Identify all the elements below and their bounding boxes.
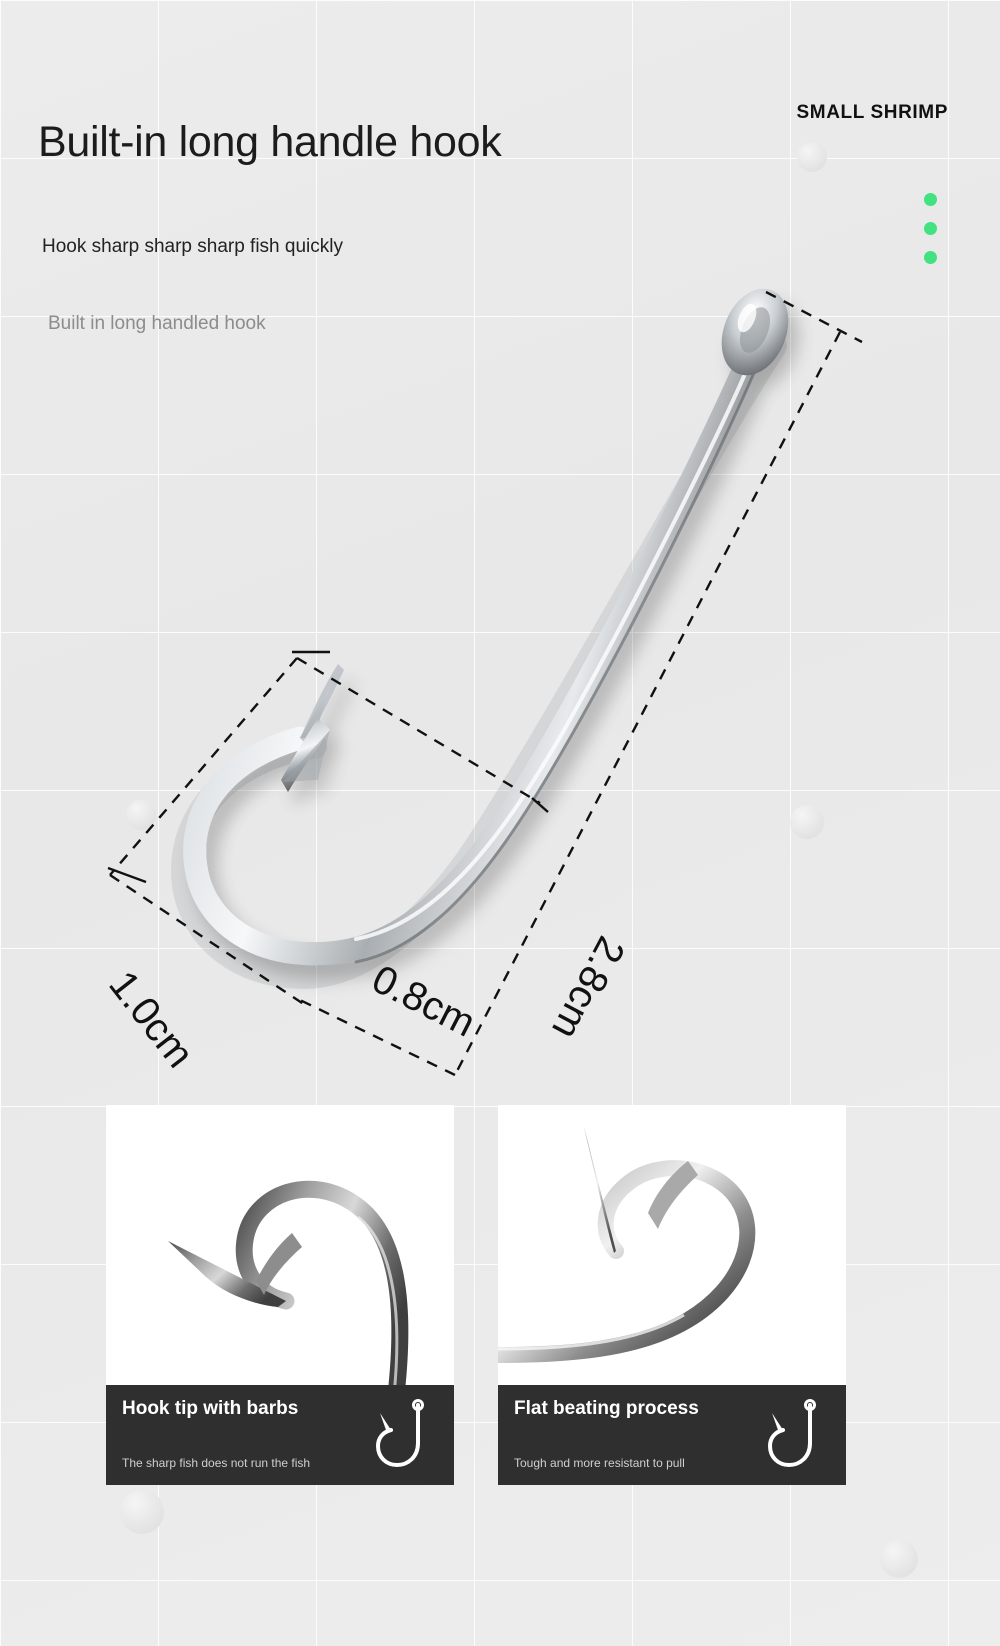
- indicator-dot-2: [924, 222, 937, 235]
- status-badge: SMALL SHRIMP: [796, 102, 948, 123]
- hook-diagram: [0, 260, 1000, 1120]
- hook-icon: [362, 1397, 436, 1473]
- indicator-dot-1: [924, 193, 937, 206]
- page-caption: Built in long handled hook: [48, 313, 266, 334]
- feature-card-barbs[interactable]: [106, 1105, 454, 1485]
- decorative-circle: [880, 1540, 918, 1578]
- feature-card-list: [0, 1105, 1000, 1505]
- page-title: Built-in long handle hook: [38, 118, 502, 166]
- feature-card-flat-beating[interactable]: [498, 1105, 846, 1485]
- dimension-label-bend-depth: 1.0cm: [100, 963, 203, 1076]
- card-subtitle: Tough and more resistant to pull: [514, 1456, 685, 1470]
- dimension-label-shank-length: 2.8cm: [543, 929, 633, 1047]
- dimension-label-gape: 0.8cm: [365, 957, 483, 1046]
- hook-icon: [754, 1397, 828, 1473]
- card-caption-bar: [498, 1385, 846, 1485]
- card-subtitle: The sharp fish does not run the fish: [122, 1456, 311, 1470]
- dot-indicator-group: [924, 193, 937, 264]
- card-title: Hook tip with barbs: [122, 1398, 299, 1419]
- page-subtitle: Hook sharp sharp sharp fish quickly: [42, 236, 343, 257]
- card-caption-bar: [106, 1385, 454, 1485]
- decorative-circle: [797, 142, 827, 172]
- card-title: Flat beating process: [514, 1398, 699, 1419]
- hook-body: [195, 279, 801, 962]
- flat-beaten-hook-photo: [498, 1105, 846, 1405]
- barbed-hook-tip-photo: [106, 1105, 454, 1405]
